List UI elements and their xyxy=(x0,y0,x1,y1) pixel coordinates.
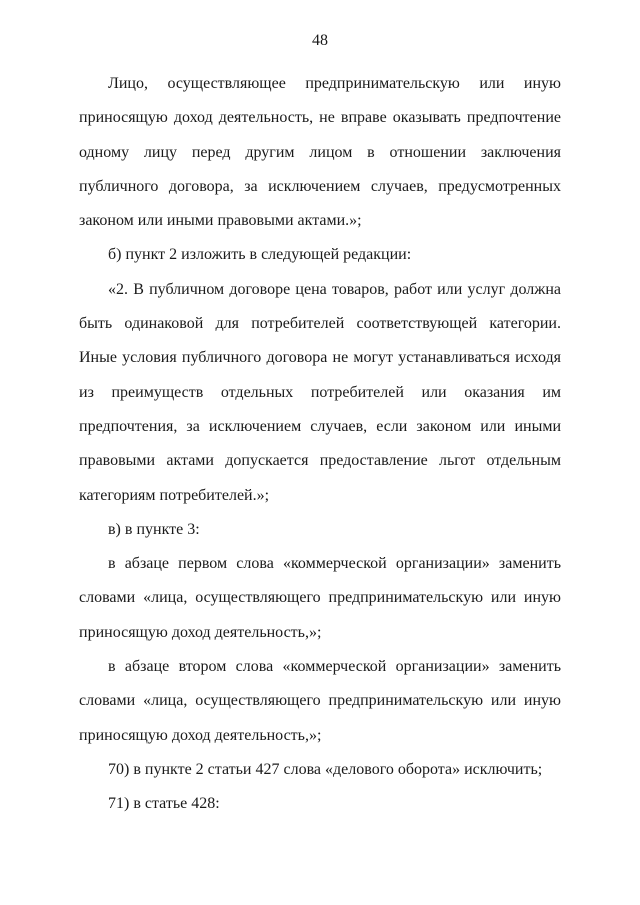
paragraph-item-b: б) пункт 2 изложить в следующей редакции: xyxy=(108,246,412,264)
page-number: 48 xyxy=(312,32,328,49)
paragraph-first-subparagraph: в абзаце первом слова «коммерческой организации» заменить словами «лица, осуществляющего предпринимательскую или иную приносящую доход деятельность,»; xyxy=(79,555,561,641)
paragraph-item-71: 71) в статье 428: xyxy=(108,795,220,813)
paragraph-item-v: в) в пункте 3: xyxy=(108,520,200,538)
paragraph-public-contract-preference: Лицо, осуществляющее предпринимательскую или иную приносящую доход деятельность, не вправе оказывать предпочтение одному лицу перед другим лицом в отношении заключения публичного договора, за исключением случаев, предусмотренных законом или иными правовыми актами.»; xyxy=(79,75,561,230)
paragraph-second-subparagraph: в абзаце втором слова «коммерческой организации» заменить словами «лица, осуществляющего предпринимательскую или иную приносящую доход деятельность,»; xyxy=(79,658,561,744)
document-body xyxy=(79,67,561,822)
paragraph-item-70: 70) в пункте 2 статьи 427 слова «делового оборота» исключить; xyxy=(108,760,543,778)
paragraph-public-contract-price: «2. В публичном договоре цена товаров, работ или услуг должна быть одинаковой для потребителей соответствующей категории. Иные условия публичного договора не могут устанавливаться исходя из преимуществ отдельных потребителей или оказания им предпочтения, за исключением случаев, если законом или иными правовыми актами допускается предоставление льгот отдельным категориям потребителей.»; xyxy=(79,280,561,504)
